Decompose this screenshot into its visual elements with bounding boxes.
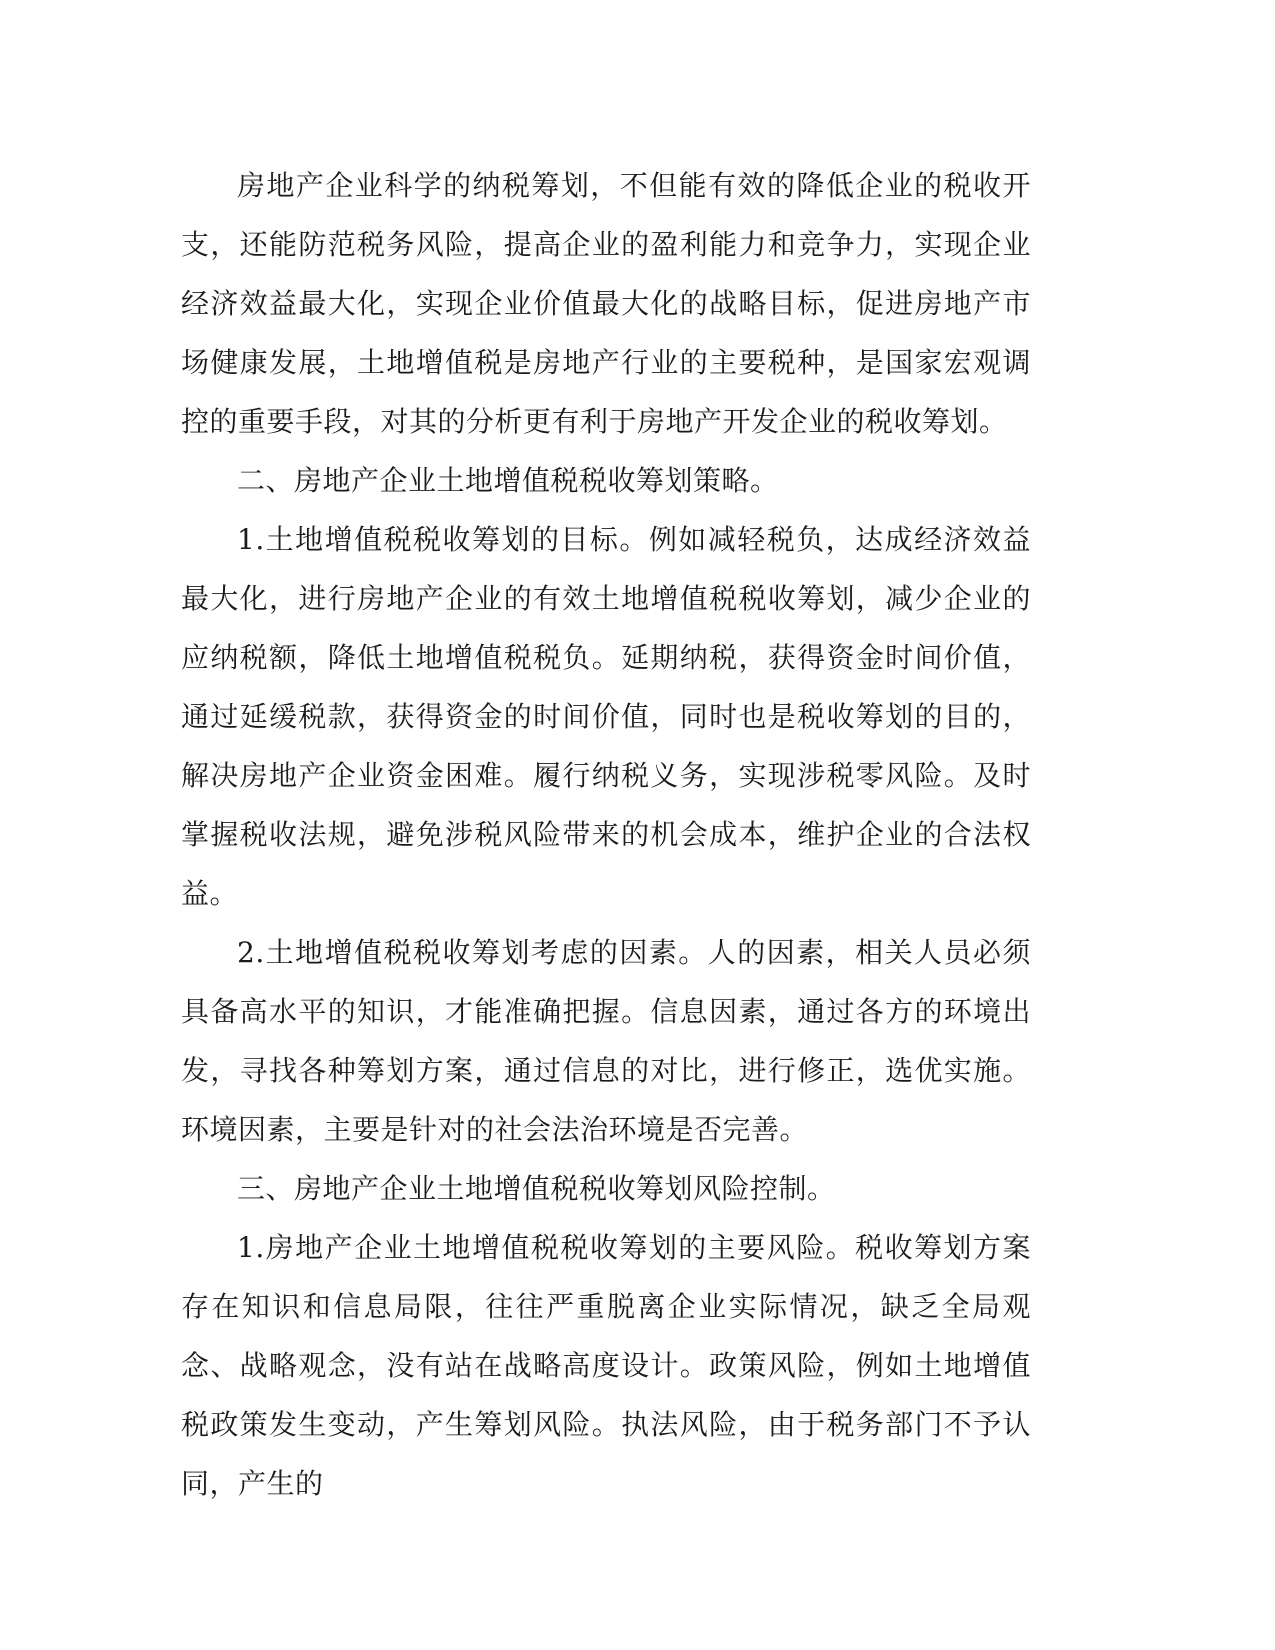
document-body (181, 156, 1031, 1513)
paragraph-risks: 1.房地产企业土地增值税税收筹划的主要风险。税收筹划方案存在知识和信息局限，往往严重脱离企业实际情况，缺乏全局观念、战略观念，没有站在战略高度设计。政策风险，例如土地增值税政策发生变动，产生筹划风险。执法风险，由于税务部门不予认同，产生的 (181, 1231, 1031, 1500)
paragraph-goals: 1.土地增值税税收筹划的目标。例如减轻税负，达成经济效益最大化，进行房地产企业的有效土地增值税税收筹划，减少企业的应纳税额，降低土地增值税税负。延期纳税，获得资金时间价值，通过延缓税款，获得资金的时间价值，同时也是税收筹划的目的，解决房地产企业资金困难。履行纳税义务，实现涉税零风险。及时掌握税收法规，避免涉税风险带来的机会成本，维护企业的合法权益。 (181, 523, 1031, 910)
section-heading-3: 三、房地产企业土地增值税税收筹划风险控制。 (237, 1172, 836, 1205)
paragraph-intro: 房地产企业科学的纳税筹划，不但能有效的降低企业的税收开支，还能防范税务风险，提高企业的盈利能力和竞争力，实现企业经济效益最大化，实现企业价值最大化的战略目标，促进房地产市场健康发展，土地增值税是房地产行业的主要税种，是国家宏观调控的重要手段，对其的分析更有利于房地产开发企业的税收筹划。 (181, 169, 1031, 438)
paragraph-factors: 2.土地增值税税收筹划考虑的因素。人的因素，相关人员必须具备高水平的知识，才能准确把握。信息因素，通过各方的环境出发，寻找各种筹划方案，通过信息的对比，进行修正，选优实施。环境因素，主要是针对的社会法治环境是否完善。 (181, 936, 1031, 1146)
section-heading-2: 二、房地产企业土地增值税税收筹划策略。 (237, 464, 779, 497)
